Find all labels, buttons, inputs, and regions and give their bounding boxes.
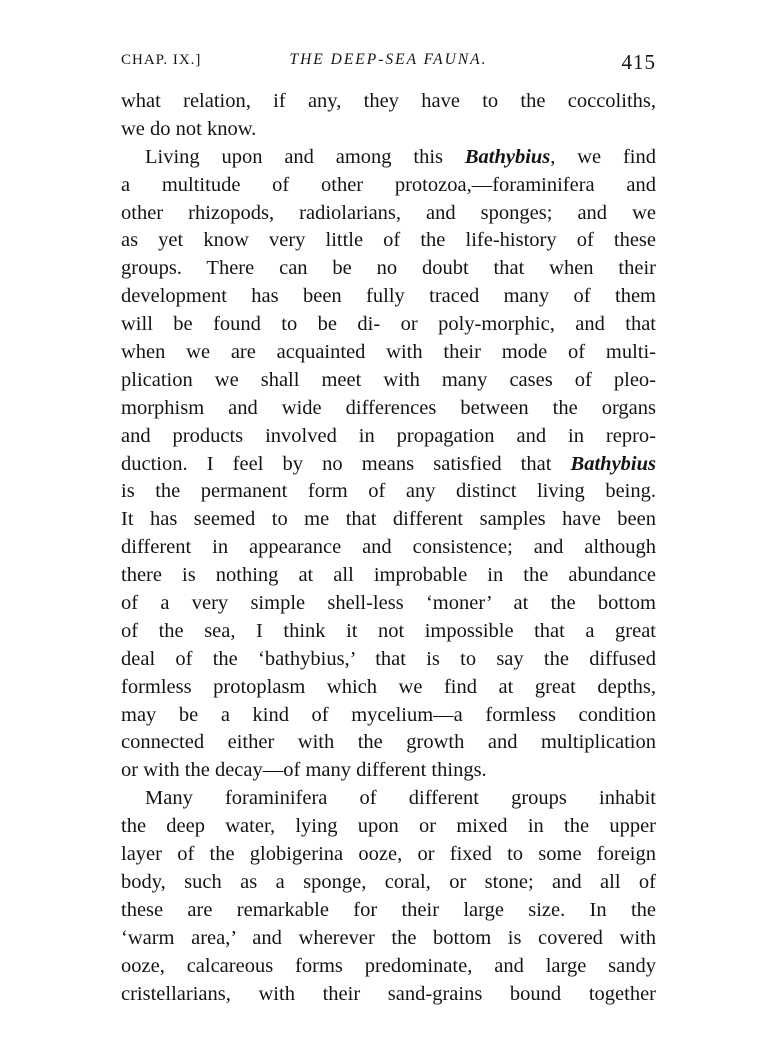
text-line-content: different in appearance and consistence; and although	[121, 536, 656, 559]
text-line-content: there is nothing at all improbable in the abundance	[121, 564, 656, 587]
text-line	[121, 953, 656, 981]
text-line	[121, 981, 656, 1009]
text-line-content: may be a kind of mycelium—a formless condition	[121, 703, 656, 726]
text-line	[121, 646, 656, 674]
text-line	[121, 590, 656, 618]
text-line-content: Many foraminifera of different groups inhabit	[145, 787, 656, 810]
text-line	[121, 283, 656, 311]
chapter-label: CHAP. IX.]	[121, 52, 202, 68]
text-line-content: the deep water, lying upon or mixed in the upper	[121, 815, 656, 838]
text-line-tail: , we find	[550, 145, 656, 168]
text-line	[121, 841, 656, 869]
running-title: THE DEEP-SEA FAUNA.	[289, 51, 488, 68]
text-line-content: we do not know.	[121, 117, 257, 140]
text-line	[121, 172, 656, 200]
text-line-content: other rhizopods, radiolarians, and sponges; and we	[121, 201, 656, 224]
text-line	[121, 227, 656, 255]
text-line	[121, 144, 656, 172]
text-line-content: of the sea, I think it not impossible that a great	[121, 619, 656, 642]
text-line-content: ‘warm area,’ and wherever the bottom is covered with	[121, 926, 656, 949]
text-line-content: formless protoplasm which we find at great depths,	[121, 675, 656, 698]
running-head	[121, 50, 656, 76]
text-line	[121, 451, 656, 479]
text-line	[121, 367, 656, 395]
text-line	[121, 534, 656, 562]
text-line-content: or with the decay—of many different things.	[121, 759, 487, 782]
text-line	[121, 395, 656, 423]
text-line-content: plication we shall meet with many cases of pleo-	[121, 368, 656, 391]
page-number: 415	[621, 50, 656, 74]
text-line-content: will be found to be di- or poly-morphic, and that	[121, 313, 656, 336]
text-line-content: as yet know very little of the life-history of these	[121, 229, 656, 252]
text-line-content: Living upon and among this	[145, 145, 465, 168]
text-line	[121, 478, 656, 506]
text-line	[121, 674, 656, 702]
text-line-content: when we are acquainted with their mode of multi-	[121, 341, 656, 364]
text-line-content: is the permanent form of any distinct living being.	[121, 480, 656, 503]
body-text	[121, 88, 656, 1008]
text-line-content: ooze, calcareous forms predominate, and large sandy	[121, 954, 656, 977]
text-line-content: groups. There can be no doubt that when their	[121, 257, 656, 280]
text-line-content: It has seemed to me that different samples have been	[121, 508, 656, 531]
italic-term: Bathybius	[464, 145, 551, 168]
text-line	[121, 200, 656, 228]
text-line-content: connected either with the growth and multiplication	[121, 731, 656, 754]
text-line	[121, 423, 656, 451]
text-line	[121, 339, 656, 367]
text-line-content: these are remarkable for their large size. In the	[121, 898, 656, 921]
text-line-content: development has been fully traced many of them	[121, 285, 656, 308]
text-line	[121, 897, 656, 925]
text-line-content: duction. I feel by no means satisfied that	[121, 452, 571, 475]
text-line	[121, 116, 656, 144]
text-line	[121, 729, 656, 757]
text-line	[121, 311, 656, 339]
text-line	[121, 506, 656, 534]
text-line	[121, 757, 656, 785]
text-line-content: of a very simple shell-less ‘moner’ at the bottom	[121, 592, 656, 615]
text-line-content: and products involved in propagation and in repro-	[121, 424, 656, 447]
text-line-content: morphism and wide differences between the organs	[121, 396, 656, 419]
text-line-content: cristellarians, with their sand-grains bound together	[121, 982, 656, 1005]
text-line	[121, 785, 656, 813]
text-line	[121, 88, 656, 116]
text-line	[121, 925, 656, 953]
text-line	[121, 255, 656, 283]
text-line	[121, 562, 656, 590]
text-line	[121, 702, 656, 730]
text-line-content: body, such as a sponge, coral, or stone; and all of	[121, 870, 656, 893]
text-line-content: layer of the globigerina ooze, or fixed to some foreign	[121, 843, 656, 866]
italic-term: Bathybius	[570, 452, 656, 475]
text-line	[121, 869, 656, 897]
text-line	[121, 618, 656, 646]
text-line-content: deal of the ‘bathybius,’ that is to say the diffused	[121, 647, 656, 670]
text-line-content: what relation, if any, they have to the coccoliths,	[121, 90, 656, 112]
text-line-content: a multitude of other protozoa,—foraminifera and	[121, 173, 656, 196]
text-line	[121, 813, 656, 841]
